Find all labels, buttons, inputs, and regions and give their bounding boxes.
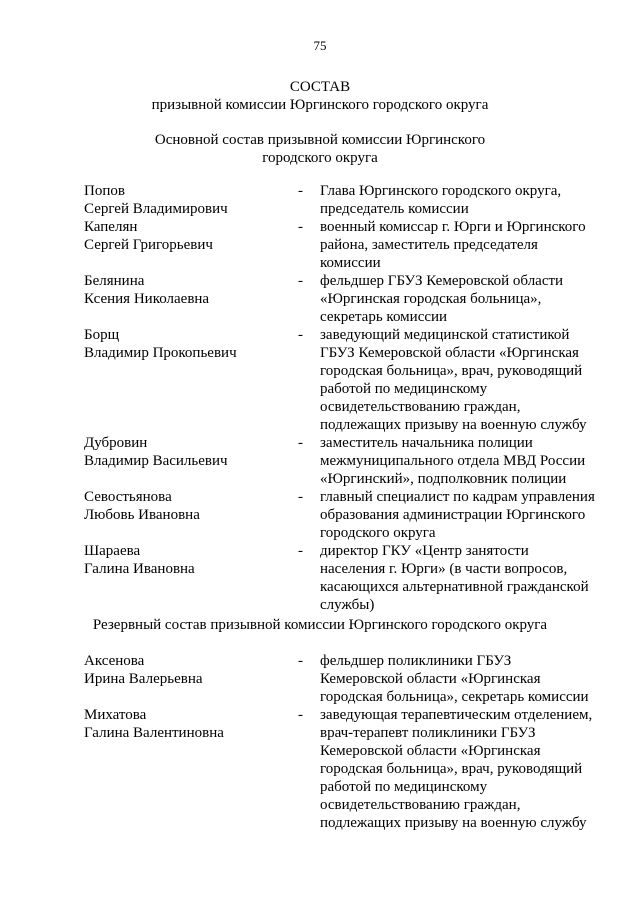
name-line: Белянина (84, 273, 145, 289)
page-number: 75 (313, 38, 327, 53)
name-line: Ксения Николаевна (84, 291, 210, 307)
name-line: Сергей Григорьевич (84, 237, 213, 253)
name-line: Галина Валентиновна (84, 725, 224, 741)
role-line: фельдшер ГБУЗ Кемеровской области (320, 273, 564, 289)
name-line: Капелян (84, 219, 138, 235)
role-line: касающихся альтернативной гражданской (320, 579, 589, 595)
role-line: директор ГКУ «Центр занятости (320, 543, 529, 559)
member-name (84, 182, 284, 218)
member-entry (0, 434, 640, 488)
name-line: Севостьянова (84, 489, 172, 505)
member-entry (0, 272, 640, 326)
role-line: освидетельствованию граждан, (320, 797, 521, 813)
reserve-members-list (0, 652, 640, 832)
member-name (84, 488, 284, 524)
role-line: «Юргинский», подполковник полиции (320, 471, 567, 487)
role-line: освидетельствованию граждан, (320, 399, 521, 415)
heading-line: Резервный состав призывной комиссии Юргинского городского округа (92, 617, 548, 633)
member-name (84, 434, 284, 470)
name-line: Ирина Валерьевна (84, 671, 203, 687)
member-name (84, 706, 284, 742)
name-line: Шараева (84, 543, 141, 559)
member-role (320, 488, 610, 542)
member-entry (0, 706, 640, 832)
role-line: секретарь комиссии (320, 309, 448, 325)
role-line: городская больница», врач, руководящий (320, 363, 583, 379)
member-role (320, 706, 610, 832)
dash-separator: - (298, 327, 303, 343)
dash-separator: - (298, 219, 303, 235)
name-line: Дубровин (84, 435, 148, 451)
dash-separator: - (298, 435, 303, 451)
dash-separator: - (298, 489, 303, 505)
document-title: СОСТАВ (289, 79, 351, 95)
member-name (84, 652, 284, 688)
role-line: работой по медицинскому (320, 779, 488, 795)
name-line: Аксенова (84, 653, 145, 669)
member-entry (0, 182, 640, 218)
dash-separator: - (298, 543, 303, 559)
role-line: образования администрации Юргинского (320, 507, 586, 523)
role-line: председатель комиссии (320, 201, 469, 217)
member-entry (0, 326, 640, 434)
role-line: городская больница», врач, руководящий (320, 761, 583, 777)
role-line: заместитель начальника полиции (320, 435, 533, 451)
member-entry (0, 542, 640, 614)
member-name (84, 326, 284, 362)
role-line: городского округа (320, 525, 436, 541)
role-line: работой по медицинскому (320, 381, 488, 397)
role-line: Кемеровской области «Юргинская (320, 743, 541, 759)
main-section-heading (0, 131, 640, 167)
member-entry (0, 652, 640, 706)
dash-separator: - (298, 183, 303, 199)
role-line: района, заместитель председателя (320, 237, 538, 253)
member-role (320, 542, 610, 614)
role-line: городская больница», секретарь комиссии (320, 689, 589, 705)
role-line: фельдшер поликлиники ГБУЗ (320, 653, 512, 669)
dash-separator: - (298, 273, 303, 289)
role-line: службы) (320, 597, 375, 613)
role-line: подлежащих призыву на военную службу (320, 815, 587, 831)
name-line: Попов (84, 183, 125, 199)
member-name (84, 542, 284, 578)
role-line: Кемеровской области «Юргинская (320, 671, 541, 687)
main-members-list (0, 182, 640, 614)
member-role (320, 326, 610, 434)
reserve-section-heading (0, 616, 640, 634)
member-role (320, 434, 610, 488)
role-line: военный комиссар г. Юрги и Юргинского (320, 219, 586, 235)
name-line: Любовь Ивановна (84, 507, 200, 523)
role-line: комиссии (320, 255, 381, 271)
heading-line: Основной состав призывной комиссии Юргинского (154, 132, 486, 148)
member-role (320, 182, 610, 218)
role-line: врач-терапевт поликлиники ГБУЗ (320, 725, 536, 741)
name-line: Владимир Васильевич (84, 453, 228, 469)
member-entry (0, 488, 640, 542)
role-line: ГБУЗ Кемеровской области «Юргинская (320, 345, 579, 361)
name-line: Галина Ивановна (84, 561, 195, 577)
dash-separator: - (298, 653, 303, 669)
role-line: «Юргинская городская больница», (320, 291, 542, 307)
member-role (320, 272, 610, 326)
role-line: заведующая терапевтическим отделением, (320, 707, 593, 723)
role-line: межмуниципального отдела МВД России (320, 453, 586, 469)
role-line: Глава Юргинского городского округа, (320, 183, 562, 199)
member-entry (0, 218, 640, 272)
dash-separator: - (298, 707, 303, 723)
role-line: подлежащих призыву на военную службу (320, 417, 587, 433)
member-role (320, 652, 610, 706)
name-line: Владимир Прокопьевич (84, 345, 237, 361)
role-line: главный специалист по кадрам управления (320, 489, 595, 505)
member-role (320, 218, 610, 272)
role-line: населения г. Юрги» (в части вопросов, (320, 561, 568, 577)
member-name (84, 272, 284, 308)
document-subtitle: призывной комиссии Юргинского городского округа (151, 97, 489, 113)
role-line: заведующий медицинской статистикой (320, 327, 570, 343)
name-line: Михатова (84, 707, 147, 723)
member-name (84, 218, 284, 254)
heading-line: городского округа (262, 150, 378, 166)
name-line: Борщ (84, 327, 120, 343)
name-line: Сергей Владимирович (84, 201, 228, 217)
